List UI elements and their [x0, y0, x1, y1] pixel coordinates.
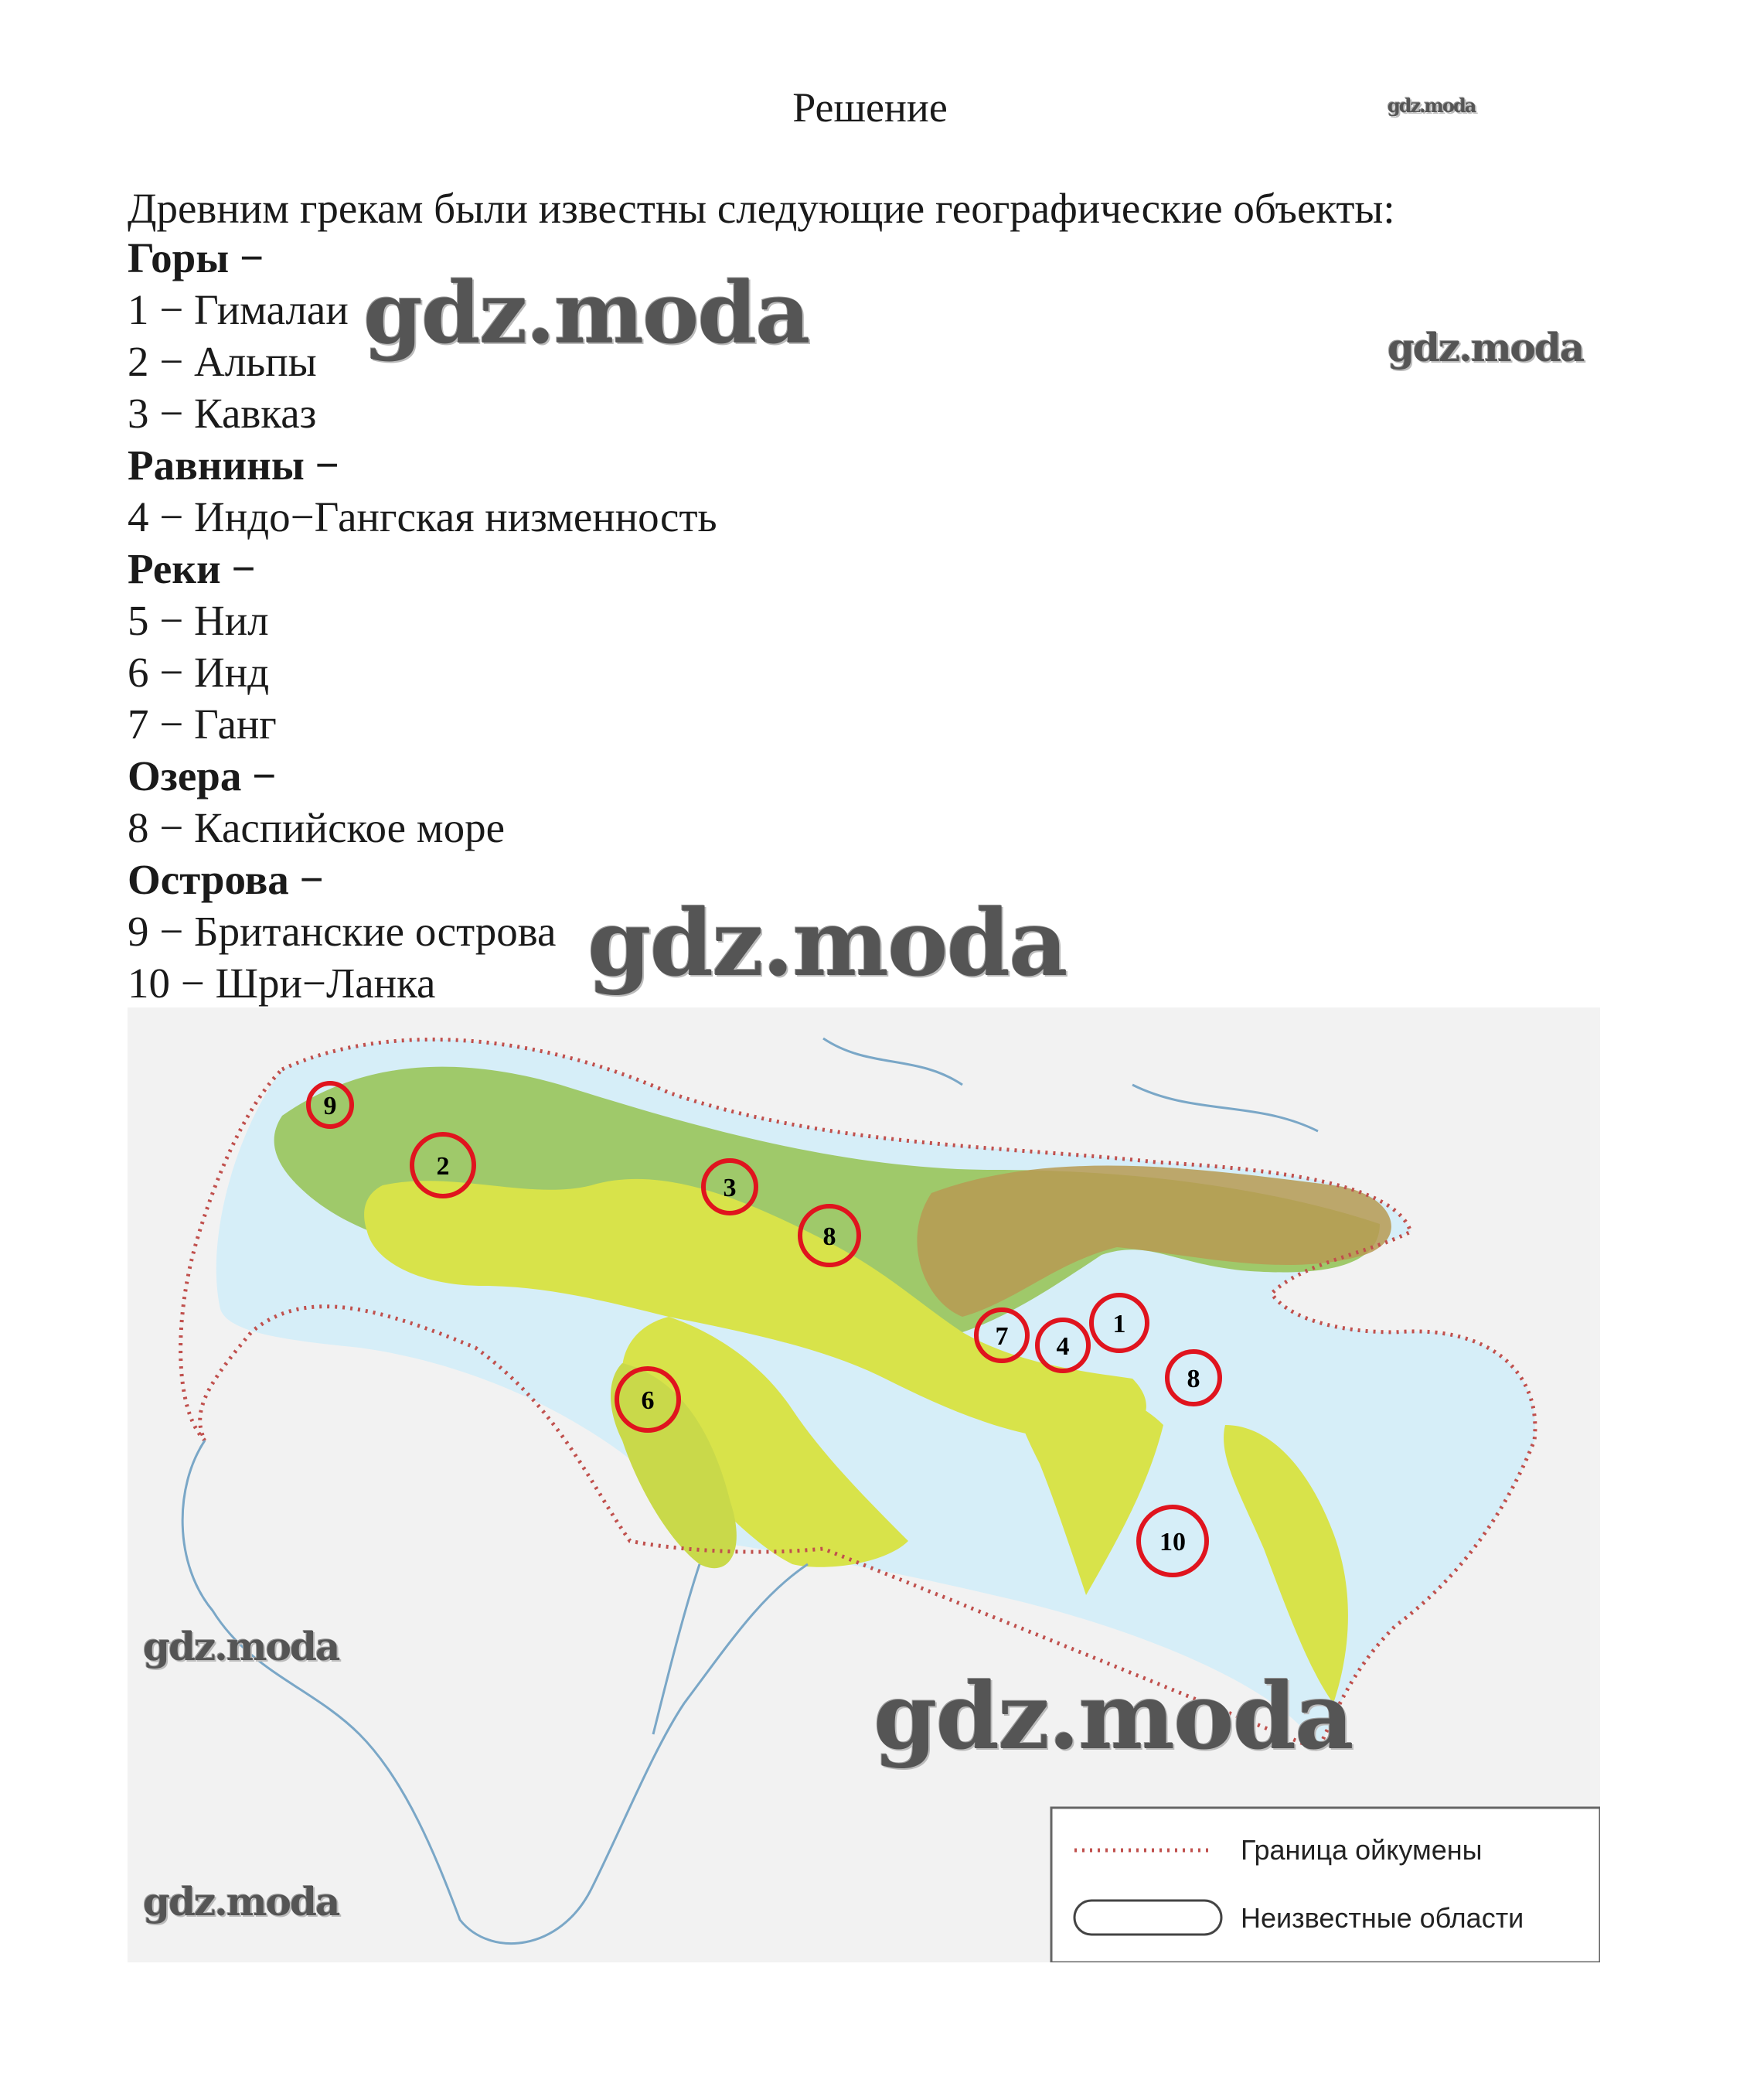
watermark: gdz.moda	[143, 1624, 339, 1669]
map-legend	[1051, 1808, 1600, 1962]
watermark-small-top: gdz.moda	[1388, 94, 1476, 117]
legend-border-label: Граница ойкумены	[1241, 1834, 1483, 1866]
svg-text:8: 8	[1187, 1365, 1200, 1393]
answer-item: 5 − Нил	[128, 597, 269, 644]
answer-item: 2 − Альпы	[128, 338, 317, 385]
watermark: gdz.moda	[1388, 325, 1584, 370]
svg-text:9: 9	[323, 1092, 337, 1120]
svg-text:8: 8	[822, 1222, 836, 1251]
answer-item: 9 − Британские острова	[128, 908, 557, 955]
watermark: gdz.moda	[143, 1879, 339, 1924]
answer-item: 4 − Индо−Гангская низменность	[128, 493, 717, 540]
answer-item: 6 − Инд	[128, 649, 270, 696]
answer-item: 10 − Шри−Ланка	[128, 960, 436, 1007]
svg-text:7: 7	[995, 1322, 1009, 1351]
watermark: gdz.moda	[873, 1662, 1353, 1770]
page-title: Решение	[792, 84, 948, 131]
oikumene-map	[128, 1007, 1600, 1962]
watermark: gdz.moda	[363, 263, 809, 363]
category-heading: Равнины −	[128, 441, 339, 489]
answer-item: 7 − Ганг	[128, 701, 277, 748]
category-heading: Озера −	[128, 752, 277, 799]
svg-text:10: 10	[1159, 1528, 1186, 1556]
answer-item: 8 − Каспийское море	[128, 804, 505, 851]
svg-text:4: 4	[1056, 1332, 1070, 1361]
legend-unknown-label: Неизвестные области	[1241, 1902, 1524, 1934]
svg-text:1: 1	[1112, 1310, 1126, 1338]
svg-text:3: 3	[723, 1174, 737, 1202]
category-heading: Острова −	[128, 856, 324, 903]
category-heading: Горы −	[128, 234, 264, 281]
answer-item: 1 − Гималаи	[128, 286, 349, 333]
watermark: gdz.moda	[587, 889, 1067, 997]
answer-item: 3 − Кавказ	[128, 390, 317, 437]
intro-text: Древним грекам были известны следующие географические объекты:	[128, 185, 1395, 232]
svg-text:6: 6	[641, 1386, 655, 1415]
category-heading: Реки −	[128, 545, 256, 592]
svg-text:2: 2	[436, 1152, 450, 1181]
